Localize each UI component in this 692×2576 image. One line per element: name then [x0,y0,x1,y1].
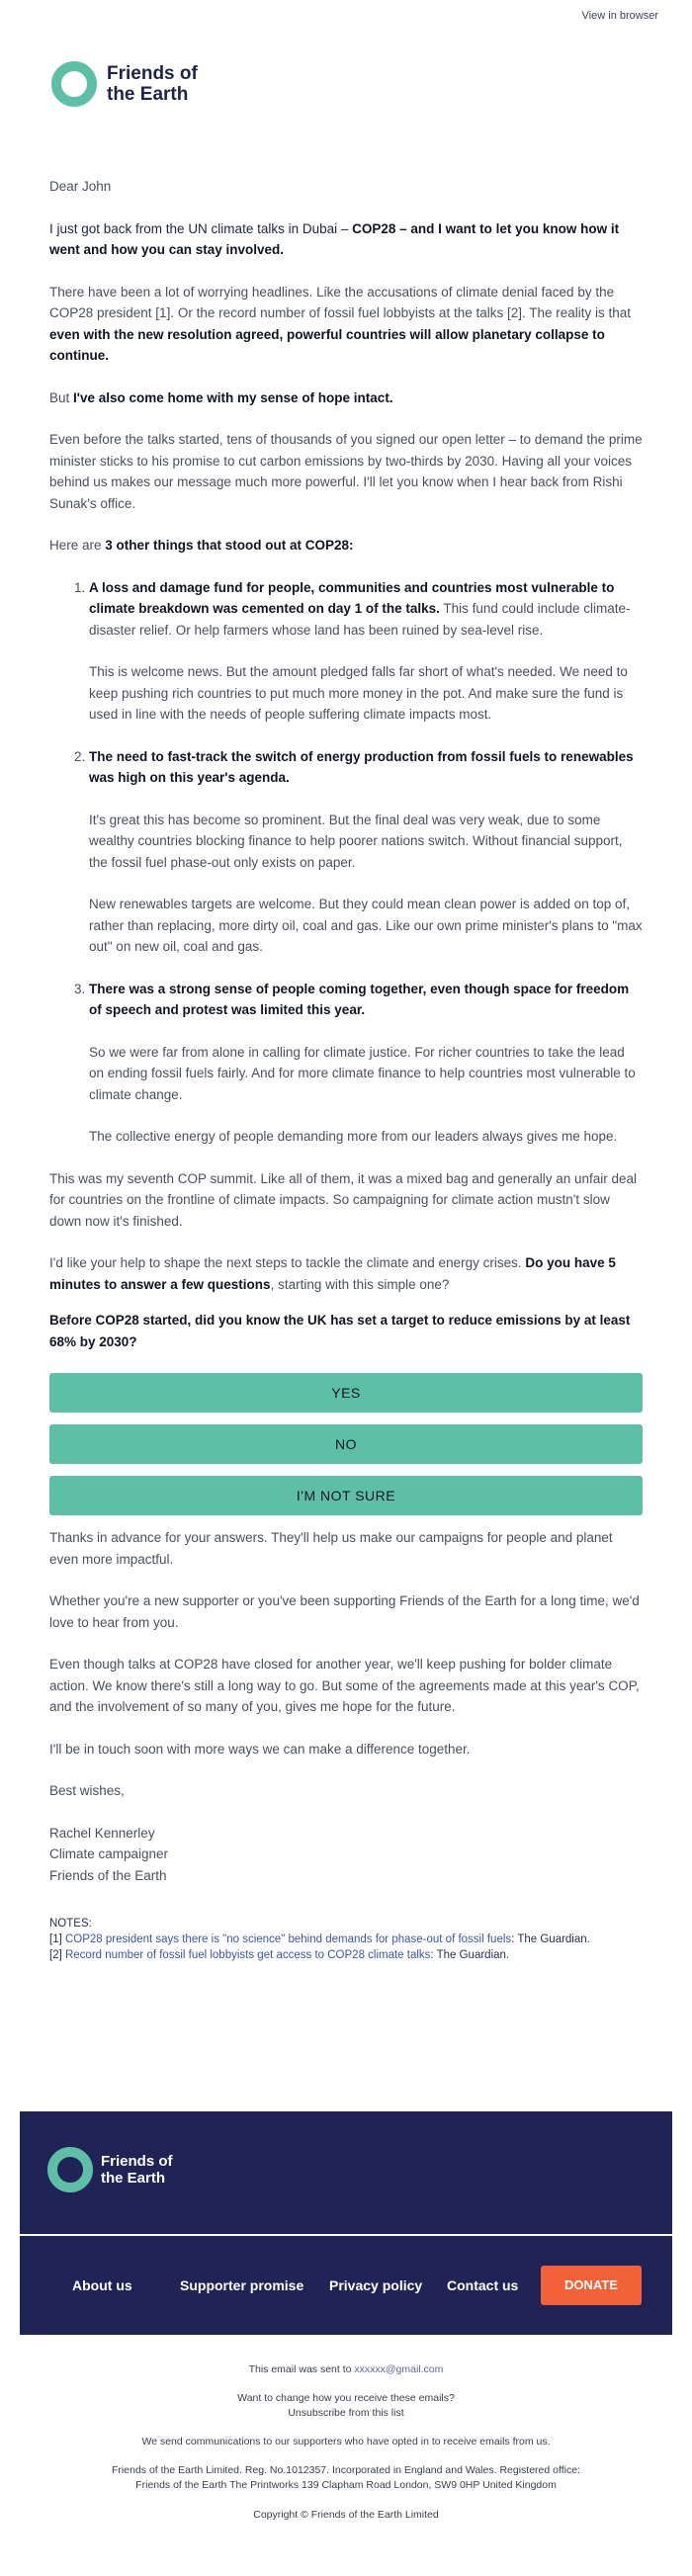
notes-section [49,1916,643,1963]
headlines-paragraph: There have been a lot of worrying headlines. Like the accusations of climate denial faced by the COP28 president [1]. Or the record number of fossil fuel lobbyists at the talks [2]. The reality is that even with the new resolution agreed, powerful countries will allow planetary collapse to continue. [49,284,632,363]
contact-us-link[interactable]: Contact us [447,2277,519,2293]
recipient-email-link[interactable]: xxxxxx@gmail.com [354,2363,444,2375]
signature-name: Rachel Kennerley [49,1825,155,1841]
signature-org: Friends of the Earth [49,1867,167,1883]
legal-line-1: Friends of the Earth Limited. Reg. No.1012357. Incorporated in England and Wales. Registered office: [112,2464,580,2476]
thanks-paragraph: Thanks in advance for your answers. They'll help us make our campaigns for people and planet even more impactful. [49,1530,613,1567]
even-though-paragraph: Even though talks at COP28 have closed for another year, we'll keep pushing for bolder climate action. We know there's still a long way to go. But some of the agreements made at this year's COP, and the involvement of so many of you, gives me hope for the future. [49,1657,640,1714]
greeting: Dear John [49,179,112,194]
copyright[interactable]: Copyright © Friends of the Earth Limited [253,2509,439,2521]
email-body [49,176,643,1963]
survey-question: Before COP28 started, did you know the UK has set a target to reduce emissions by at least 68% by 2030? [49,1313,631,1349]
in-touch-paragraph: I'll be in touch soon with more ways we can make a difference together. [49,1741,471,1757]
note-2-link[interactable]: Record number of fossil fuel lobbyists get access to COP28 climate talks [64,1949,431,1961]
footer-divider [20,2234,672,2236]
note-1: [1] COP28 president says there is "no science" behind demands for phase-out of fossil fuels: The Guardian. [49,1933,590,1945]
logo-text-line2: the Earth [107,84,189,105]
help-paragraph: I'd like your help to shape the next steps to tackle the climate and energy crises. Do you have 5 minutes to answer a few questions, starting with this simple one? [49,1255,616,1292]
footer-logo[interactable] [47,2147,173,2192]
note-1-link[interactable]: COP28 president says there is "no science" behind demands for phase-out of fossil fuels [64,1933,512,1945]
footer [20,2111,672,2335]
view-in-browser-link[interactable]: View in browser [581,10,658,22]
footer-logo-line1: Friends of [101,2153,173,2170]
about-us-link[interactable]: About us [72,2277,132,2293]
logo-ring-icon [51,61,97,107]
signature [49,1823,643,1887]
footer-logo-line2: the Earth [101,2170,166,2187]
answer-no-button[interactable]: NO [49,1424,643,1464]
supporter-promise-link[interactable]: Supporter promise [180,2277,304,2293]
other-things-paragraph: Here are 3 other things that stood out at COP28: [49,538,354,553]
intro-paragraph: I just got back from the UN climate talks in Dubai – COP28 – and I want to let you know how it went and how you can stay involved. [49,220,620,257]
hope-paragraph: But I've also come home with my sense of hope intact. [49,389,393,405]
opted-in-text: We send communications to our supporters who have opted in to receive emails from us. [141,2436,551,2447]
signature-role: Climate campaigner [49,1846,169,1861]
sent-to-line: This email was sent to xxxxxx@gmail.com [248,2363,444,2375]
logo-text-line1: Friends of [107,63,198,84]
signoff-wishes: Best wishes, [49,1783,125,1798]
seventh-cop-paragraph: This was my seventh COP summit. Like all of them, it was a mixed bag and generally an unfair deal for countries on the frontline of climate impacts. So campaigning for climate action mustn't slow down now it's finished. [49,1170,638,1229]
donate-button[interactable]: DONATE [541,2266,642,2305]
answer-yes-button[interactable]: YES [49,1373,643,1413]
answer-unsure-button[interactable]: I'M NOT SURE [49,1476,643,1515]
privacy-policy-link[interactable]: Privacy policy [329,2277,423,2293]
legal-line-2: Friends of the Earth The Printworks 139 Clapham Road London, SW9 0HP United Kingdom [135,2479,557,2491]
change-emails-text: Want to change how you receive these emails? [237,2392,455,2404]
header-logo[interactable] [51,61,198,107]
list-item: 1. A loss and damage fund for people, communities and countries most vulnerable to climate breakdown was cemented on day 1 of the talks. This fund could include climate-disaster relief. Or help farmers whose land has been ruined by sea-level rise. This is welcome news. But the amount pledged falls far short of what's needed. We need to keep pushing rich countries to put much more money in the pot. And make sure the fund is used in line with the needs of people suffering climate impacts most. [89,577,643,726]
note-2: [2] Record number of fossil fuel lobbyists get access to COP28 climate talks: The Guardian. [49,1949,510,1961]
list-item: 2. The need to fast-track the switch of energy production from fossil fuels to renewables was high on this year's agenda. It's great this has become so prominent. But the final deal was very weak, due to some wealthy countries blocking finance to help poorer nations switch. Without financial support, the fossil fuel phase-out only exists on paper. New renewables targets are welcome. But they could mean clean power is added on top of, rather than replacing, more dirty oil, coal and gas. Like our own prime minister's plans to "max out" on new oil, coal and gas. [89,746,643,958]
whether-paragraph: Whether you're a new supporter or you've been supporting Friends of the Earth for a long time, we'd love to hear from you. [49,1593,640,1630]
letter-paragraph: Even before the talks started, tens of thousands of you signed our open letter – to demand the prime minister sticks to his promise to cut carbon emissions by two-thirds by 2030. Having all your voices behind us makes our message much more powerful. I'll let you know when I hear back from Rishi Sunak's office. [49,432,643,511]
highlights-list [49,577,643,1148]
footer-logo-ring-icon [47,2147,93,2192]
unsubscribe-link[interactable]: Unsubscribe from this list [288,2407,404,2419]
list-item: 3. There was a strong sense of people coming together, even though space for freedom of speech and protest was limited this year. So we were far from alone in calling for climate justice. For richer countries to take the lead on ending fossil fuels fairly. And for more climate finance to help countries most vulnerable to climate change. The collective energy of people demanding more from our leaders always gives me hope. [89,979,643,1148]
notes-title: NOTES: [49,1918,92,1930]
